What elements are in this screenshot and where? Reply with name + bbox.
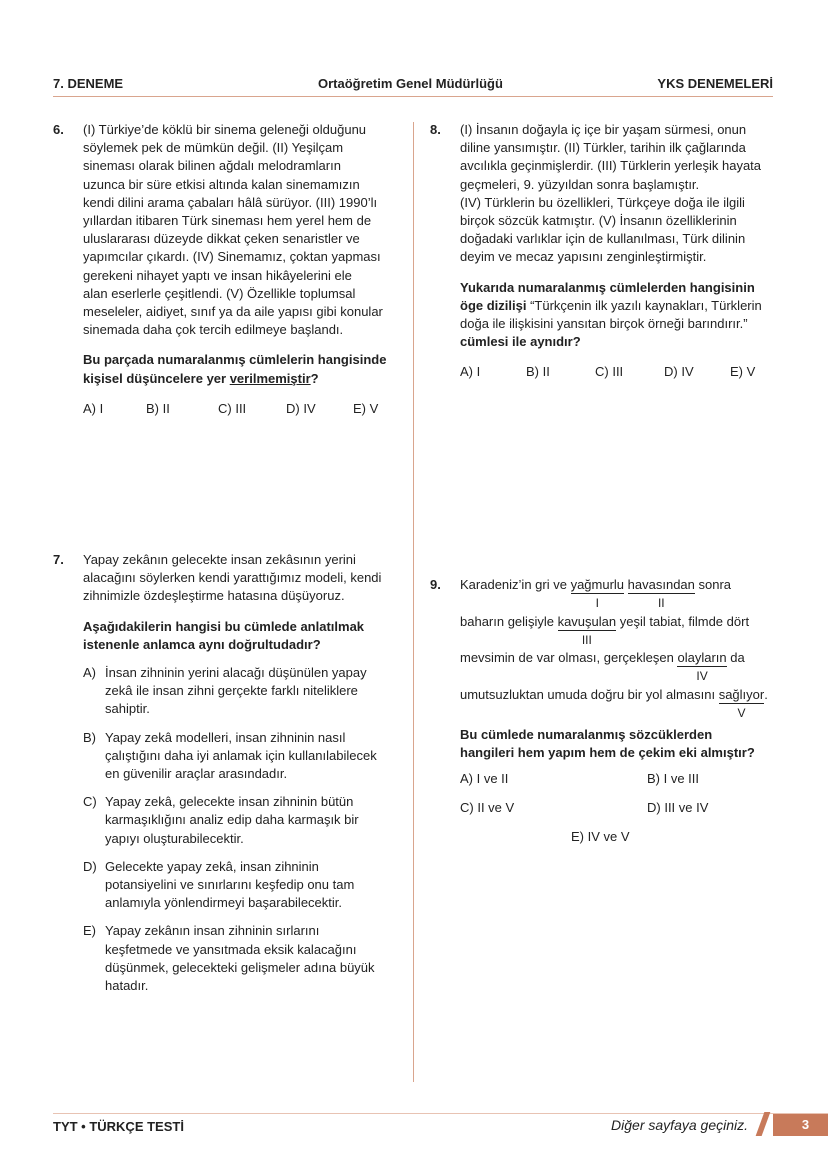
passage-line: uluslararası düzeyde dikkat çeken senaristler ve [83,231,360,247]
passage-line: yıllardan itibaren Türk sineması hem yerel hem de [83,213,372,229]
option-b[interactable]: B) I ve III [647,771,700,787]
option-a[interactable]: A) I ve II [460,771,509,787]
option-text: en güvenilir araçlar arasındadır. [105,766,288,782]
option-d[interactable]: D) IV [286,400,316,416]
option-b[interactable] [83,729,413,784]
option-c[interactable]: C) II ve V [460,800,515,816]
answer-options [83,400,413,418]
stem-line: kişisel düşüncelere yer [83,370,230,386]
option-letter: D) [83,858,97,874]
option-text: Yapay zekâ, gelecekte insan zihninin bütün [105,794,354,810]
option-e[interactable] [83,922,413,995]
question-number: 8. [430,122,441,137]
passage-line: avcılıkla geçinmişlerdir. (III) Türklerin yerleşik hayata [460,158,762,174]
option-text: sahiptir. [105,701,150,717]
footer-divider [53,1113,828,1114]
option-a[interactable]: A) I [460,364,481,380]
option-text: çalıştığını daha iyi anlamak için kullanılabilecek [105,747,377,763]
option-text: düşünmek, gelecekteki gelişmeler adına büyük [105,959,375,975]
option-d[interactable]: D) III ve IV [647,800,709,816]
passage-line: zihnimizle özdeşleştirme hatasına düşüyoruz. [83,588,345,604]
roman-label: V [737,705,746,720]
passage-line: gerekeni nihayet yaptı ve insan hikâyelerini ele [83,267,352,283]
institution: Ortaöğretim Genel Müdürlüğü [318,76,503,91]
option-b[interactable]: B) II [526,364,550,380]
option-text: keşfetmede ve yansıtmada eksik kalacağını [105,941,357,957]
option-d[interactable]: D) IV [664,364,694,380]
passage-line: sinemada daha çok tercih edilmeye başlandı. [83,322,344,338]
text: Karadeniz’in gri ve [460,577,571,592]
question-number: 9. [430,577,441,592]
quoted-sentence: doğa ile ilişkisini yansıtan birçok örneği barındırır.” [460,316,748,332]
passage-line: birçok sözcük katmıştır. (V) İnsanın özelliklerinin [460,213,737,229]
option-c[interactable] [83,793,413,848]
option-e[interactable]: E) V [353,400,379,416]
option-text: Yapay zekânın insan zihninin sırlarını [105,923,320,939]
answer-options [83,664,413,995]
roman-label: II [657,596,665,610]
stem-line: istenenle anlamca aynı doğrultudadır? [83,636,321,652]
marked-word-4: olayların IV [677,650,727,683]
question-stem [83,351,413,387]
question-stem [83,618,413,654]
test-name: TYT • TÜRKÇE TESTİ [53,1119,184,1134]
option-text: Gelecekte yapay zekâ, insan zihninin [105,858,319,874]
text: da [726,650,745,665]
passage-line: (I) Türkiye’de köklü bir sinema geleneği olduğunu [83,122,367,137]
option-text: İnsan zihninin yerini alacağı düşünülen yapay [105,665,367,681]
option-letter: A) [83,665,96,681]
passage [460,576,800,860]
option-text: zekâ ile insan zihni gerçekte farklı niteliklere [105,683,358,699]
option-c[interactable]: C) III [218,400,247,416]
marked-word-5: sağlıyor V [718,686,765,720]
stem-line: hangileri hem yapım hem de çekim eki almıştır? [460,745,755,761]
passage-line: kendi dilini arama çabaları hâlâ sürüyor. (III) 1990’lı [83,194,378,210]
passage-line: yapımcılar çıkardı. (IV) Sinemamız, çoktan yapması [83,249,381,265]
passage-line: deyim ve mecaz yapısını zenginleştirmiştir. [460,249,707,265]
text: baharın gelişiyle [460,613,558,629]
stem-punct: ? [310,370,319,386]
option-letter: C) [83,794,97,810]
option-letter: E) [83,923,96,939]
series-name: YKS DENEMELERİ [657,76,773,91]
passage-line: meseleler, aidiyet, sınıf ya da aile yapısı gibi konular [83,304,383,320]
marked-word-1: yağmurlu I [570,577,625,610]
question-number: 7. [53,552,64,567]
option-e[interactable]: E) IV ve V [571,829,630,845]
page-number: 3 [773,1114,828,1136]
option-letter: B) [83,729,96,745]
passage-line: Yapay zekânın gelecekte insan zekâsının yerini [83,552,356,567]
passage-line: uzunca bir süre etkisi altında kalan sinemamızın [83,176,360,192]
passage-line: söylemek pek de mümkün değil. (II) Yeşilçam [83,140,344,156]
passage-line: alan eserlerle çeşitlendi. (V) Özellikle toplumsal [83,285,356,301]
option-a[interactable]: A) I [83,400,104,416]
column-divider [413,122,414,1082]
question-stem [460,279,800,352]
quoted-sentence: “Türkçenin ilk yazılı kaynakları, Türklerin [526,297,762,313]
exam-name: 7. DENEME [53,76,124,91]
answer-options [460,363,800,381]
text: yeşil tabiat, filmde dört [616,613,750,629]
passage [460,121,800,267]
option-text: yapıyı oluşturabilecektir. [105,830,244,846]
text: mevsimin de var olması, gerçekleşen [460,650,678,665]
text: . [764,686,768,702]
question-number: 6. [53,122,64,137]
emphasis-word: verilmemiştir [229,370,311,386]
next-page-note: Diğer sayfaya geçiniz. [611,1117,748,1133]
roman-label: I [595,596,599,610]
stem-line: Yukarıda numaralanmış cümlelerden hangisinin [460,279,755,295]
text: umutsuzluktan umuda doğru bir yol almasını [460,686,719,702]
header-divider [53,96,773,97]
passage-line: alacağını söylerken kendi yarattığımız modeli, kendi [83,570,382,586]
option-text: hatadır. [105,978,149,994]
option-d[interactable] [83,858,413,913]
option-text: potansiyelini ve sınırlarını keşfedip onu tam [105,877,355,893]
passage-line: geçmeleri, 9. yüzyıldan sonra başlamıştır. [460,176,700,192]
decorative-slash [756,1112,771,1136]
passage-line: sineması olarak bilinen ağdalı melodramların [83,158,341,174]
passage-line: diline yansımıştır. (II) Türkler, tarihin ilk çağlarında [460,140,746,156]
option-a[interactable] [83,664,413,719]
passage-line: doğadaki varlıklar için de kullanılması, Türk dilinin [460,231,746,247]
passage [83,121,413,339]
marked-word-2: havasından II [627,577,695,610]
option-text: anlamıyla yönlendirmeyi başarabilecektir. [105,895,343,911]
stem-line: Bu cümlede numaralanmış sözcüklerden [460,727,713,742]
stem-line: Aşağıdakilerin hangisi bu cümlede anlatılmak [83,618,365,634]
answer-options [460,770,800,860]
passage [83,551,413,606]
text: sonra [694,577,732,592]
passage-line: (I) İnsanın doğayla iç içe bir yaşam sürmesi, onun [460,122,747,137]
stem-line: Bu parçada numaralanmış cümlelerin hangisinde [83,352,387,368]
question-stem [460,726,800,762]
option-text: Yapay zekâ modelleri, insan zihninin nasıl [105,729,346,745]
marked-word-3: kavuşulan III [557,613,617,647]
stem-line: cümlesi ile aynıdır? [460,334,581,350]
option-text: karmaşıklığını analiz edip daha karmaşık bir [105,812,359,828]
stem-line: öge dizilişi [460,297,527,313]
roman-label: IV [696,669,708,683]
option-e[interactable]: E) V [730,364,756,380]
option-b[interactable]: B) II [146,400,170,416]
passage-line: (IV) Türklerin bu özellikleri, Türkçeye doğa ile ilgili [460,194,745,210]
roman-label: III [581,632,592,647]
option-c[interactable]: C) III [595,364,624,380]
